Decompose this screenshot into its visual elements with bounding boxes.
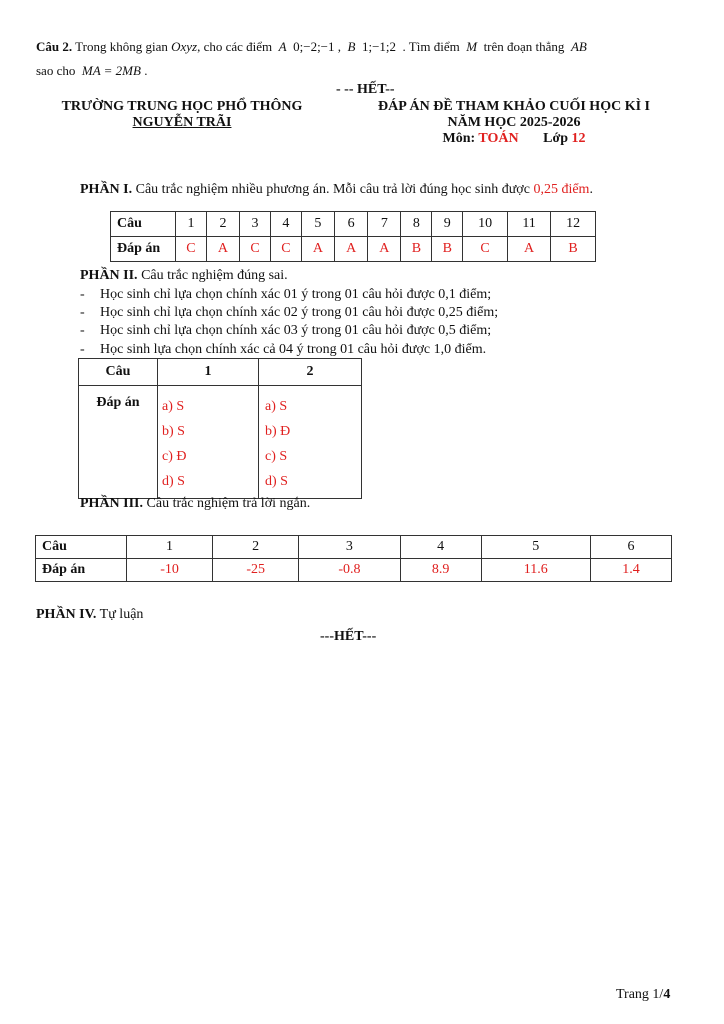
- school-line-1: TRƯỜNG TRUNG HỌC PHỔ THÔNG: [61, 99, 303, 114]
- part1-a: C: [176, 237, 207, 262]
- title-line-1: ĐÁP ÁN ĐỀ THAM KHẢO CUỐI HỌC KÌ I: [378, 99, 650, 114]
- bullet: -: [80, 287, 85, 302]
- part2-rule: [80, 323, 491, 339]
- part1-q: 8: [401, 212, 432, 237]
- part2-answers-2: [259, 386, 362, 499]
- part3-a: 1.4: [590, 559, 671, 582]
- part2-row-label: Đáp án: [79, 386, 158, 499]
- point-a: A: [278, 39, 287, 54]
- part3-q: 2: [213, 536, 299, 559]
- part3-q: 4: [400, 536, 481, 559]
- part1-q: 2: [206, 212, 239, 237]
- part3-a-label: Đáp án: [36, 559, 127, 582]
- answer-item: b) Đ: [265, 424, 291, 439]
- coords-b: 1;−1;2: [361, 39, 397, 54]
- part4-heading: [36, 607, 143, 623]
- part3-a: -10: [127, 559, 213, 582]
- part3-a: -0.8: [299, 559, 400, 582]
- title-line-2: NĂM HỌC 2025-2026: [447, 115, 581, 130]
- part2-answers-1: [158, 386, 259, 499]
- school-line-2-wrap: [40, 115, 324, 131]
- part2-col-1: 1: [158, 359, 259, 386]
- subject-label: Môn:: [442, 131, 476, 146]
- answer-item: d) S: [265, 474, 288, 489]
- answer-item: a) S: [162, 399, 185, 414]
- part1-desc: Câu trắc nghiệm nhiều phương án. Mỗi câu trả lời đúng học sinh được: [135, 182, 530, 197]
- answer-item: d) S: [162, 474, 185, 489]
- part3-q: 1: [127, 536, 213, 559]
- part2-heading: [80, 268, 288, 284]
- segment-ab: AB: [570, 39, 587, 54]
- part3-a: -25: [213, 559, 299, 582]
- question-label: Câu 2.: [36, 39, 73, 54]
- part1-q: 1: [176, 212, 207, 237]
- grade: 12: [571, 131, 586, 146]
- page-label: Trang 1/: [616, 987, 664, 1002]
- part3-q: 5: [481, 536, 590, 559]
- page-number: [616, 987, 670, 1003]
- bullet: -: [80, 323, 85, 338]
- part1-points: 0,25 điểm: [533, 182, 590, 197]
- part1-q: 11: [507, 212, 550, 237]
- part1-q: 12: [551, 212, 596, 237]
- part1-a: C: [463, 237, 508, 262]
- question-text: trên đoạn thẳng: [483, 39, 565, 54]
- question-text: , cho các điểm: [197, 39, 273, 54]
- bullet: -: [80, 342, 85, 357]
- part3-label: PHẦN III.: [80, 496, 144, 511]
- part3-heading: [80, 496, 310, 512]
- end-mark-bottom: ---HẾT---: [320, 629, 377, 644]
- end-mark-top: - -- HẾT--: [336, 82, 395, 97]
- part3-desc: Câu trắc nghiệm trả lời ngắn.: [146, 496, 311, 511]
- part2-rule: [80, 305, 498, 321]
- part1-question-row: [111, 212, 596, 237]
- part2-col-2: 2: [259, 359, 362, 386]
- subject: TOÁN: [478, 131, 519, 146]
- part1-period: .: [589, 182, 593, 197]
- subject-line: [356, 131, 672, 147]
- part1-a: B: [432, 237, 463, 262]
- part3-table: [35, 535, 672, 582]
- part1-q: 9: [432, 212, 463, 237]
- point-m: M: [466, 39, 478, 54]
- space-symbol: Oxyz: [171, 39, 198, 54]
- school-line-2: NGUYỄN TRÃI: [132, 115, 232, 130]
- part3-q-label: Câu: [36, 536, 127, 559]
- school-name: [40, 99, 324, 131]
- rule-text: Học sinh chỉ lựa chọn chính xác 01 ý trong 01 câu hỏi được 0,1 điểm;: [100, 287, 492, 302]
- part2-col-q: Câu: [79, 359, 158, 386]
- part1-a: B: [401, 237, 432, 262]
- part3-answer-row: [36, 559, 672, 582]
- page-total: 4: [663, 987, 671, 1002]
- rule-text: Học sinh chỉ lựa chọn chính xác 03 ý trong 01 câu hỏi được 0,5 điểm;: [100, 323, 492, 338]
- part1-q: 5: [301, 212, 334, 237]
- part1-a: A: [206, 237, 239, 262]
- part1-label: PHẦN I.: [80, 182, 133, 197]
- condition: MA = 2MB: [81, 63, 141, 78]
- part2-desc: Câu trắc nghiệm đúng sai.: [141, 268, 288, 283]
- part2-answer-row: [79, 386, 362, 499]
- part1-q: 3: [240, 212, 271, 237]
- part3-q: 3: [299, 536, 400, 559]
- part1-a-label: Đáp án: [111, 237, 176, 262]
- part1-a: A: [368, 237, 401, 262]
- part1-heading: [80, 182, 593, 198]
- answer-item: b) S: [162, 424, 185, 439]
- question-text: .: [144, 63, 148, 78]
- part2-rule: [80, 287, 491, 303]
- coords-a: 0;−2;−1: [293, 39, 335, 54]
- part1-q: 6: [335, 212, 368, 237]
- part4-label: PHẦN IV.: [36, 607, 97, 622]
- part2-table: [78, 358, 362, 499]
- part1-a: A: [335, 237, 368, 262]
- part1-a: A: [301, 237, 334, 262]
- grade-label: Lớp: [543, 131, 568, 146]
- part2-rule: [80, 342, 486, 358]
- part1-a: C: [240, 237, 271, 262]
- point-b: B: [347, 39, 356, 54]
- part1-a: B: [551, 237, 596, 262]
- part3-a: 11.6: [481, 559, 590, 582]
- answer-item: c) Đ: [162, 449, 187, 464]
- part1-a: A: [507, 237, 550, 262]
- part3-question-row: [36, 536, 672, 559]
- part3-a: 8.9: [400, 559, 481, 582]
- part1-table: [110, 211, 596, 262]
- doc-title: [356, 99, 672, 147]
- question-line-2: [36, 61, 147, 80]
- part1-a: C: [270, 237, 301, 262]
- answer-item: a) S: [265, 399, 288, 414]
- question-text: . Tìm điểm: [402, 39, 460, 54]
- question-text: Trong không gian: [75, 39, 168, 54]
- part1-q-label: Câu: [111, 212, 176, 237]
- part1-q: 10: [463, 212, 508, 237]
- part1-answer-row: [111, 237, 596, 262]
- rule-text: Học sinh chỉ lựa chọn chính xác 02 ý trong 01 câu hỏi được 0,25 điểm;: [100, 305, 499, 320]
- part1-q: 4: [270, 212, 301, 237]
- part1-q: 7: [368, 212, 401, 237]
- part2-header-row: [79, 359, 362, 386]
- question-line-1: Câu 2. Trong không gian Oxyz, cho các điểm A 0;−2;−1 , B 1;−1;2 . Tìm điểm M trên đoạn thẳng AB: [36, 39, 587, 54]
- question-text: sao cho: [36, 63, 76, 78]
- rule-text: Học sinh lựa chọn chính xác cả 04 ý trong 01 câu hỏi được 1,0 điểm.: [100, 342, 487, 357]
- part3-q: 6: [590, 536, 671, 559]
- answer-item: c) S: [265, 449, 288, 464]
- part2-label: PHẦN II.: [80, 268, 138, 283]
- part4-desc: Tự luận: [99, 607, 144, 622]
- bullet: -: [80, 305, 85, 320]
